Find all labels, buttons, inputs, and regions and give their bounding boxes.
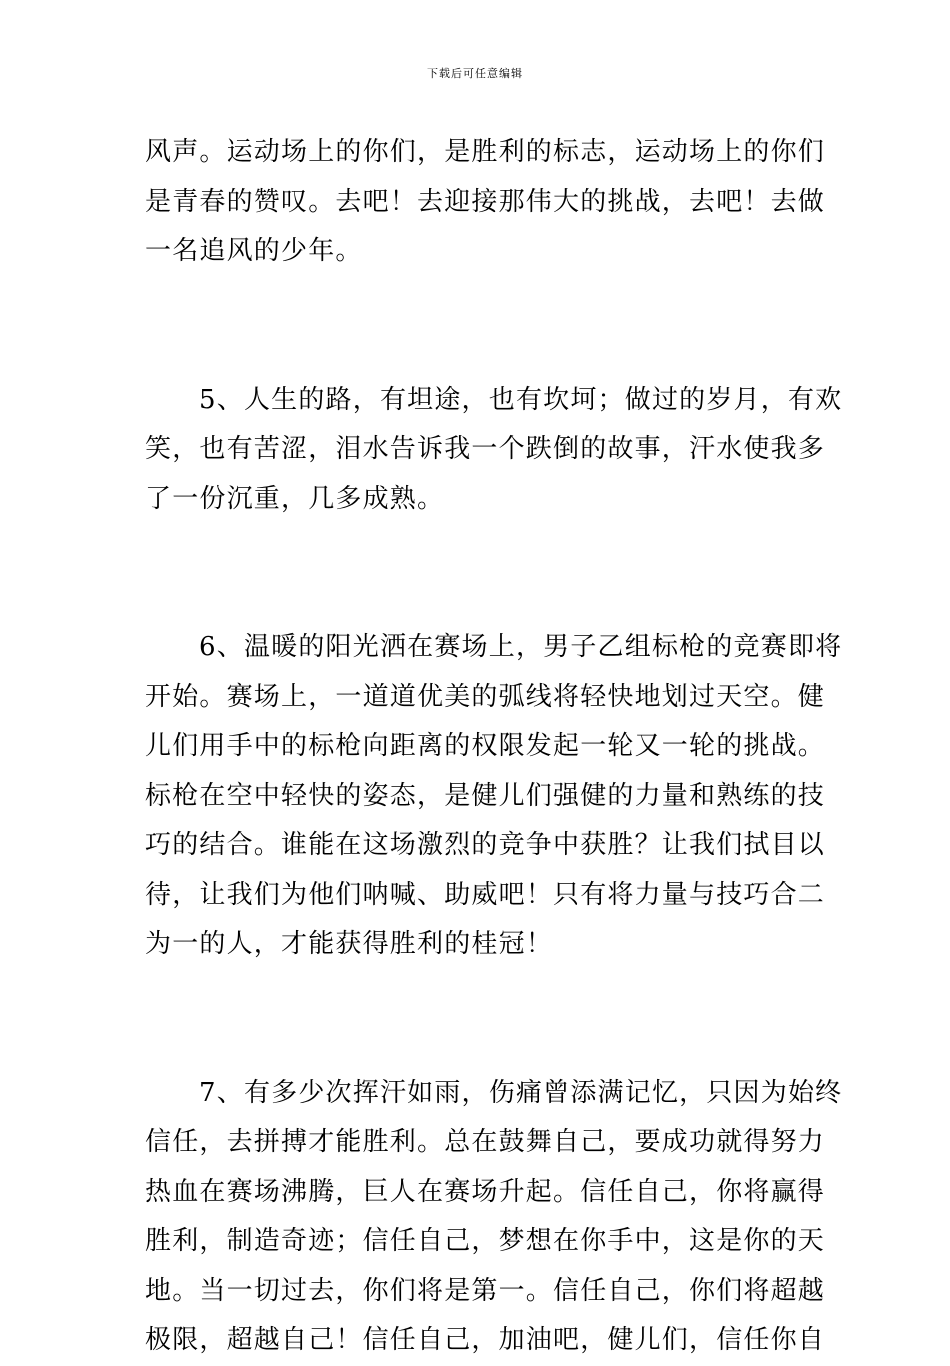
text-line: 极限，超越自己！信任自己，加油吧，健儿们，信任你自 [145, 1325, 826, 1355]
paragraph-gap [145, 326, 807, 376]
paragraph-gap [145, 574, 807, 624]
text-line: 标枪在空中轻快的姿态，是健儿们强健的力量和熟练的技 [145, 780, 826, 811]
text-line: 笑，也有苦涩，泪水告诉我一个跌倒的故事，汗水使我多 [145, 434, 826, 464]
text-line: 信任，去拼搏才能胜利。总在鼓舞自己，要成功就得努力 [145, 1127, 826, 1157]
text-line: 为一的人，才能获得胜利的桂冠！ [145, 929, 554, 959]
text-line: 5、人生的路，有坦途，也有坎坷；做过的岁月，有欢 [199, 384, 843, 415]
paragraph-item-5 [145, 376, 843, 525]
text-line: 待，让我们为他们呐喊、助威吧！只有将力量与技巧合二 [145, 879, 826, 910]
text-line: 一名追风的少年。 [145, 236, 363, 266]
paragraph-gap [145, 277, 807, 327]
text-line: 巧的结合。谁能在这场激烈的竞争中获胜？让我们拭目以 [145, 830, 826, 860]
text-line: 了一份沉重，几多成熟。 [145, 483, 445, 514]
paragraph-gap [145, 524, 807, 574]
paragraph-continuation [145, 128, 826, 277]
text-line: 7、有多少次挥汗如雨，伤痛曾添满记忆，只因为始终 [199, 1077, 843, 1108]
paragraph-item-7 [145, 1069, 843, 1366]
text-line: 地。当一切过去，你们将是第一。信任自己，你们将超越 [145, 1275, 826, 1306]
text-line: 是青春的赞叹。去吧！去迎接那伟大的挑战，去吧！去做 [145, 186, 826, 217]
text-line: 热血在赛场沸腾，巨人在赛场升起。信任自己，你将赢得 [145, 1176, 826, 1207]
paragraph-gap [145, 1019, 807, 1069]
paragraph-gap [145, 970, 807, 1020]
text-line: 6、温暖的阳光洒在赛场上，男子乙组标枪的竞赛即将 [199, 632, 843, 662]
text-line: 胜利，制造奇迹；信任自己，梦想在你手中，这是你的天 [145, 1226, 826, 1256]
paragraph-item-6 [145, 623, 843, 970]
text-line: 儿们用手中的标枪向距离的权限发起一轮又一轮的挑战。 [145, 731, 826, 761]
page-header: 下载后可任意编辑 [427, 67, 523, 80]
text-line: 风声。运动场上的你们，是胜利的标志，运动场上的你们 [145, 137, 826, 167]
document-body [145, 128, 843, 1366]
text-line: 开始。赛场上，一道道优美的弧线将轻快地划过天空。健 [145, 681, 826, 712]
